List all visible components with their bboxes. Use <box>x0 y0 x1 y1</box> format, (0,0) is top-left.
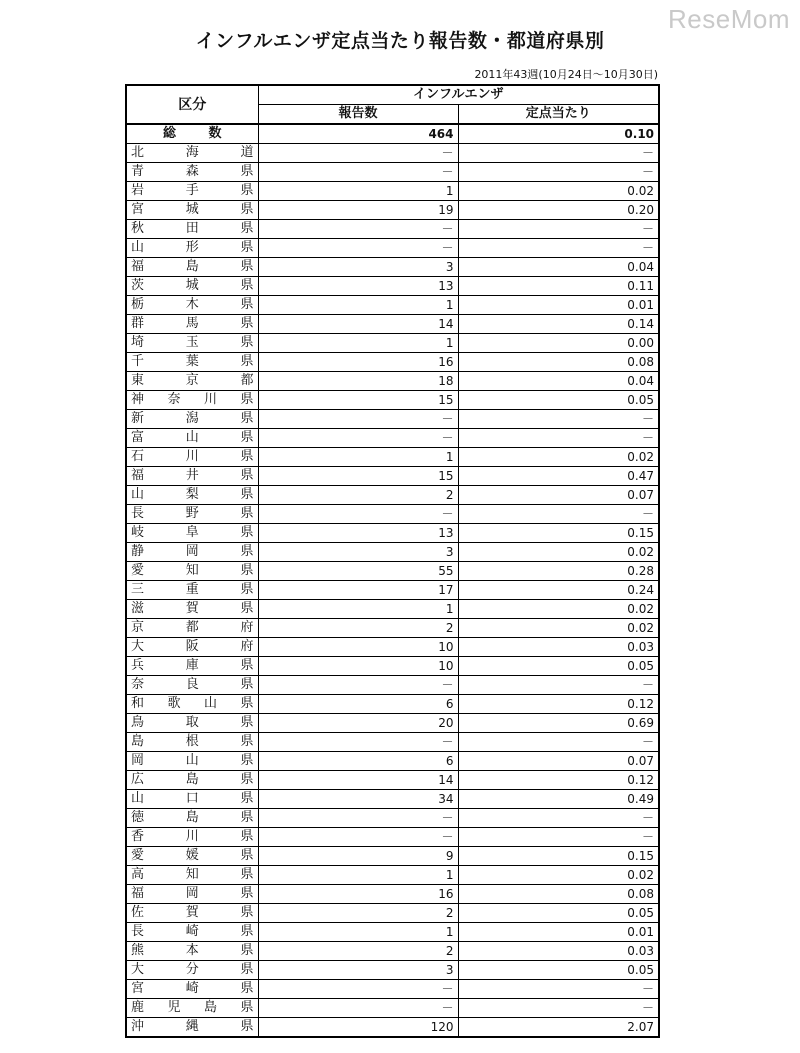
table-row <box>126 638 659 657</box>
table-row <box>126 353 659 372</box>
prefecture-name: 栃木県 <box>126 296 258 315</box>
report-count: 1 <box>258 866 458 885</box>
per-sentinel-value: 0.00 <box>458 334 659 353</box>
table-row <box>126 524 659 543</box>
prefecture-name: 鹿児島県 <box>126 999 258 1018</box>
report-count: 17 <box>258 581 458 600</box>
prefecture-name: 富山県 <box>126 429 258 448</box>
table-row <box>126 923 659 942</box>
report-count: 1 <box>258 448 458 467</box>
prefecture-name: 福岡県 <box>126 885 258 904</box>
table-row <box>126 429 659 448</box>
prefecture-name: 北海道 <box>126 144 258 163</box>
prefecture-name: 三重県 <box>126 581 258 600</box>
table-row <box>126 448 659 467</box>
per-sentinel-value: － <box>458 429 659 448</box>
per-sentinel-value: 0.01 <box>458 296 659 315</box>
report-count: 1 <box>258 600 458 619</box>
report-count: 1 <box>258 334 458 353</box>
per-sentinel-value: 0.47 <box>458 467 659 486</box>
table-row <box>126 828 659 847</box>
prefecture-name: 石川県 <box>126 448 258 467</box>
table-row <box>126 543 659 562</box>
table-row <box>126 163 659 182</box>
per-sentinel-value: － <box>458 505 659 524</box>
per-sentinel-value: － <box>458 144 659 163</box>
table-row <box>126 220 659 239</box>
prefecture-name: 愛知県 <box>126 562 258 581</box>
report-count: 13 <box>258 524 458 543</box>
per-sentinel-value: 0.11 <box>458 277 659 296</box>
report-count: － <box>258 410 458 429</box>
table-row <box>126 296 659 315</box>
table-row <box>126 847 659 866</box>
prefecture-name: 島根県 <box>126 733 258 752</box>
per-sentinel-value: 0.14 <box>458 315 659 334</box>
per-sentinel-value: 0.12 <box>458 695 659 714</box>
report-count: 1 <box>258 296 458 315</box>
table-row <box>126 391 659 410</box>
header-category: 区分 <box>126 85 258 124</box>
header-row-group <box>126 85 659 105</box>
report-count: 2 <box>258 942 458 961</box>
per-sentinel-value: 0.05 <box>458 961 659 980</box>
prefecture-name: 愛媛県 <box>126 847 258 866</box>
table-row <box>126 372 659 391</box>
report-count: 3 <box>258 543 458 562</box>
per-sentinel-value: 0.08 <box>458 885 659 904</box>
prefecture-name: 佐賀県 <box>126 904 258 923</box>
report-count: 464 <box>258 124 458 144</box>
prefecture-name: 大分県 <box>126 961 258 980</box>
per-sentinel-value: － <box>458 676 659 695</box>
header-per-sentinel: 定点当たり <box>458 105 659 125</box>
table-row <box>126 714 659 733</box>
prefecture-name: 青森県 <box>126 163 258 182</box>
prefecture-name: 東京都 <box>126 372 258 391</box>
prefecture-name: 神奈川県 <box>126 391 258 410</box>
prefecture-name: 宮崎県 <box>126 980 258 999</box>
prefecture-name: 奈良県 <box>126 676 258 695</box>
prefecture-name: 高知県 <box>126 866 258 885</box>
per-sentinel-value: 0.03 <box>458 942 659 961</box>
table-row <box>126 600 659 619</box>
prefecture-name: 埼玉県 <box>126 334 258 353</box>
table-row <box>126 144 659 163</box>
prefecture-name: 京都府 <box>126 619 258 638</box>
prefecture-name: 群馬県 <box>126 315 258 334</box>
report-count: 10 <box>258 657 458 676</box>
table-row <box>126 562 659 581</box>
per-sentinel-value: 0.08 <box>458 353 659 372</box>
report-count: 9 <box>258 847 458 866</box>
report-count: － <box>258 999 458 1018</box>
table-row <box>126 1018 659 1038</box>
report-count: 120 <box>258 1018 458 1038</box>
table-row <box>126 486 659 505</box>
per-sentinel-value: 0.24 <box>458 581 659 600</box>
per-sentinel-value: 0.15 <box>458 524 659 543</box>
per-sentinel-value: 0.07 <box>458 486 659 505</box>
prefecture-name: 秋田県 <box>126 220 258 239</box>
header-influenza: インフルエンザ <box>258 85 659 105</box>
prefecture-name: 岡山県 <box>126 752 258 771</box>
prefecture-name: 宮城県 <box>126 201 258 220</box>
report-count: 6 <box>258 752 458 771</box>
header-reports: 報告数 <box>258 105 458 125</box>
report-count: 16 <box>258 353 458 372</box>
per-sentinel-value: － <box>458 220 659 239</box>
table-row <box>126 961 659 980</box>
report-count: － <box>258 505 458 524</box>
per-sentinel-value: 0.01 <box>458 923 659 942</box>
report-count: － <box>258 144 458 163</box>
table-row <box>126 695 659 714</box>
report-count: － <box>258 809 458 828</box>
prefecture-name: 静岡県 <box>126 543 258 562</box>
prefecture-name: 山口県 <box>126 790 258 809</box>
report-count: － <box>258 980 458 999</box>
table-row <box>126 866 659 885</box>
prefecture-name: 山梨県 <box>126 486 258 505</box>
table-row <box>126 410 659 429</box>
per-sentinel-value: 0.04 <box>458 372 659 391</box>
prefecture-name: 徳島県 <box>126 809 258 828</box>
report-count: 34 <box>258 790 458 809</box>
per-sentinel-value: － <box>458 410 659 429</box>
influenza-table <box>125 84 660 1038</box>
table-row <box>126 239 659 258</box>
prefecture-name: 和歌山県 <box>126 695 258 714</box>
report-count: － <box>258 828 458 847</box>
prefecture-name: 新潟県 <box>126 410 258 429</box>
prefecture-name: 茨城県 <box>126 277 258 296</box>
per-sentinel-value: 0.05 <box>458 657 659 676</box>
report-count: 13 <box>258 277 458 296</box>
per-sentinel-value: － <box>458 980 659 999</box>
per-sentinel-value: 0.05 <box>458 391 659 410</box>
report-count: 14 <box>258 315 458 334</box>
table-row <box>126 258 659 277</box>
per-sentinel-value: 0.02 <box>458 619 659 638</box>
prefecture-name: 長野県 <box>126 505 258 524</box>
table-row <box>126 315 659 334</box>
prefecture-name: 岐阜県 <box>126 524 258 543</box>
prefecture-name: 沖縄県 <box>126 1018 258 1038</box>
table-row <box>126 809 659 828</box>
report-count: 15 <box>258 467 458 486</box>
prefecture-name: 山形県 <box>126 239 258 258</box>
per-sentinel-value: 0.49 <box>458 790 659 809</box>
per-sentinel-value: 0.02 <box>458 543 659 562</box>
report-count: 10 <box>258 638 458 657</box>
table-row <box>126 619 659 638</box>
table-row <box>126 182 659 201</box>
resemom-watermark: ReseMom <box>668 4 790 34</box>
table-row <box>126 904 659 923</box>
report-count: 2 <box>258 486 458 505</box>
prefecture-name: 鳥取県 <box>126 714 258 733</box>
table-row <box>126 676 659 695</box>
report-count: 1 <box>258 182 458 201</box>
report-count: 18 <box>258 372 458 391</box>
report-count: 3 <box>258 258 458 277</box>
table-row <box>126 334 659 353</box>
prefecture-name: 滋賀県 <box>126 600 258 619</box>
per-sentinel-value: 0.69 <box>458 714 659 733</box>
prefecture-name: 岩手県 <box>126 182 258 201</box>
report-count: 2 <box>258 619 458 638</box>
report-count: － <box>258 733 458 752</box>
report-count: 20 <box>258 714 458 733</box>
report-count: 16 <box>258 885 458 904</box>
per-sentinel-value: 0.05 <box>458 904 659 923</box>
per-sentinel-value: 0.03 <box>458 638 659 657</box>
prefecture-name: 兵庫県 <box>126 657 258 676</box>
prefecture-name: 熊本県 <box>126 942 258 961</box>
prefecture-name: 総数 <box>126 124 258 144</box>
prefecture-name: 千葉県 <box>126 353 258 372</box>
per-sentinel-value: 0.07 <box>458 752 659 771</box>
prefecture-name: 長崎県 <box>126 923 258 942</box>
report-count: 14 <box>258 771 458 790</box>
report-count: － <box>258 220 458 239</box>
per-sentinel-value: 2.07 <box>458 1018 659 1038</box>
table-row <box>126 277 659 296</box>
prefecture-name: 広島県 <box>126 771 258 790</box>
per-sentinel-value: 0.04 <box>458 258 659 277</box>
per-sentinel-value: － <box>458 163 659 182</box>
table-row <box>126 999 659 1018</box>
prefecture-name: 福島県 <box>126 258 258 277</box>
per-sentinel-value: － <box>458 809 659 828</box>
per-sentinel-value: 0.10 <box>458 124 659 144</box>
per-sentinel-value: － <box>458 828 659 847</box>
per-sentinel-value: 0.15 <box>458 847 659 866</box>
report-count: － <box>258 429 458 448</box>
per-sentinel-value: 0.02 <box>458 448 659 467</box>
report-count: 15 <box>258 391 458 410</box>
per-sentinel-value: － <box>458 239 659 258</box>
page-title: インフルエンザ定点当たり報告数・都道府県別 <box>195 30 605 52</box>
table-row-total <box>126 124 659 144</box>
report-count: 1 <box>258 923 458 942</box>
period-label: 2011年43週(10月24日～10月30日) <box>474 68 658 81</box>
table-row <box>126 467 659 486</box>
per-sentinel-value: 0.28 <box>458 562 659 581</box>
report-count: 6 <box>258 695 458 714</box>
prefecture-name: 大阪府 <box>126 638 258 657</box>
report-count: 19 <box>258 201 458 220</box>
table-row <box>126 980 659 999</box>
per-sentinel-value: 0.02 <box>458 866 659 885</box>
table-row <box>126 790 659 809</box>
prefecture-name: 香川県 <box>126 828 258 847</box>
table-header <box>126 85 659 124</box>
report-count: 2 <box>258 904 458 923</box>
per-sentinel-value: 0.20 <box>458 201 659 220</box>
table-row <box>126 752 659 771</box>
report-count: － <box>258 676 458 695</box>
table-row <box>126 201 659 220</box>
per-sentinel-value: 0.02 <box>458 182 659 201</box>
report-count: 3 <box>258 961 458 980</box>
report-count: － <box>258 239 458 258</box>
table-row <box>126 885 659 904</box>
table-row <box>126 657 659 676</box>
table-row <box>126 942 659 961</box>
report-count: 55 <box>258 562 458 581</box>
table-row <box>126 581 659 600</box>
per-sentinel-value: 0.12 <box>458 771 659 790</box>
table-row <box>126 505 659 524</box>
prefecture-name: 福井県 <box>126 467 258 486</box>
per-sentinel-value: 0.02 <box>458 600 659 619</box>
per-sentinel-value: － <box>458 999 659 1018</box>
table-row <box>126 771 659 790</box>
table-row <box>126 733 659 752</box>
table-body <box>126 124 659 1037</box>
report-count: － <box>258 163 458 182</box>
per-sentinel-value: － <box>458 733 659 752</box>
